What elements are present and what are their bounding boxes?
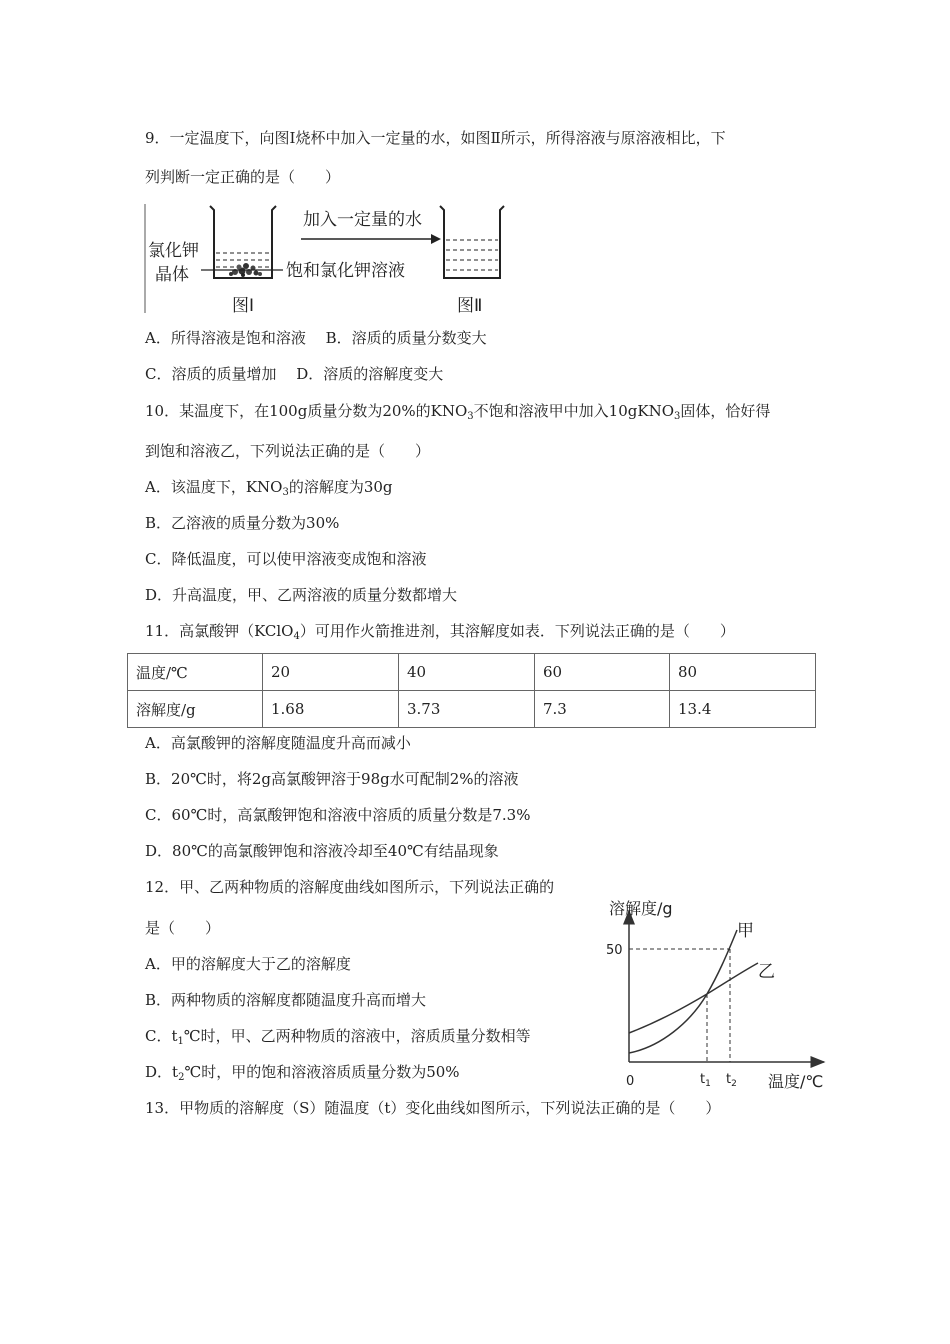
solubility-curve-chart [600,895,830,1095]
y-axis-label: 溶解度/g [609,899,673,918]
q11-stem-b: ）可用作火箭推进剂，其溶解度如表．下列说法正确的是（ ） [299,622,735,640]
solution-label: 饱和氯化钾溶液 [286,261,405,281]
table-cell: 60 [535,654,670,691]
q12-sub-2: 2 [178,1072,185,1083]
q13-stem: 13．甲物质的溶解度（S）随温度（t）变化曲线如图所示，下列说法正确的是（ ） [145,1099,721,1117]
q9-options-line2: C．溶质的质量增加 D．溶质的溶解度变大 [145,365,444,383]
arrow-label: 加入一定量的水 [303,210,422,230]
q10-option-a [145,477,393,503]
q10-stem-b: 不饱和溶液甲中加入10gKNO [473,402,674,420]
q9-stem-line2: 列判断一定正确的是（ ） [145,168,341,186]
q12-option-a: A．甲的溶解度大于乙的溶解度 [145,955,351,973]
beaker-1 [210,206,276,278]
table-cell: 20 [263,654,399,691]
table-cell: 13.4 [670,691,816,728]
q10-stem-c: 固体，恰好得 [680,402,771,420]
q10-option-a-pre: A．该温度下，KNO [145,478,283,496]
series-label-jia: 甲 [737,921,754,941]
table-cell: 溶解度/g [128,691,263,728]
q10-option-d: D．升高温度，甲、乙两溶液的质量分数都增大 [145,586,458,604]
q12-option-c [145,1026,531,1052]
q12-option-d [145,1062,460,1088]
q10-option-a-post: 的溶解度为30g [288,478,393,496]
q9-options-line1: A．所得溶液是饱和溶液 B．溶质的质量分数变大 [145,329,487,347]
series-line-jia [629,930,737,1053]
caption-1: 图Ⅰ [232,296,255,316]
q10-sub-3a: 3 [467,411,474,422]
table-row [128,691,816,728]
table-cell: 40 [399,654,535,691]
q10-option-c: C．降低温度，可以使甲溶液变成饱和溶液 [145,550,427,568]
table-cell: 80 [670,654,816,691]
q10-stem-line1 [145,401,770,427]
x-axis-label: 温度/℃ [768,1072,824,1091]
table-row [128,654,816,691]
q9-beaker-figure [143,198,513,318]
q12-stem-line2: 是（ ） [145,919,221,937]
q11-option-b: B．20℃时，将2g高氯酸钾溶于98g水可配制2%的溶液 [145,770,519,788]
right-arrow-icon [431,234,441,244]
q10-sub-3b: 3 [674,411,681,422]
table-cell: 1.68 [263,691,399,728]
beaker-2 [440,206,504,278]
q10-sub-3c: 3 [282,487,289,498]
q12-stem-line1: 12．甲、乙两种物质的溶解度曲线如图所示，下列说法正确的 [145,878,555,896]
q11-option-c: C．60℃时，高氯酸钾饱和溶液中溶质的质量分数是7.3% [145,806,531,824]
table-cell: 3.73 [399,691,535,728]
series-label-yi: 乙 [758,962,775,982]
q10-stem-a: 10．某温度下，在100g质量分数为20%的KNO [145,402,468,420]
q10-option-b: B．乙溶液的质量分数为30% [145,514,340,532]
q11-sub-4: 4 [293,631,300,642]
q11-stem [145,621,735,647]
q11-option-a: A．高氯酸钾的溶解度随温度升高而减小 [145,734,411,752]
crystal-label-1: 氯化钾 [148,241,199,261]
y-tick-label: 50 [606,943,623,958]
x-tick-t2: $t_2$ [726,1072,737,1089]
table-cell: 7.3 [535,691,670,728]
q12-option-c-post: ℃时，甲、乙两种物质的溶液中，溶质质量分数相等 [183,1027,531,1045]
q9-stem-line1: 9．一定温度下，向图Ⅰ烧杯中加入一定量的水，如图Ⅱ所示，所得溶液与原溶液相比，下 [145,129,726,147]
q12-sub-1: 1 [177,1036,184,1047]
solubility-table [127,653,816,728]
caption-2: 图Ⅱ [457,296,483,316]
q11-option-d: D．80℃的高氯酸钾饱和溶液冷却至40℃有结晶现象 [145,842,499,860]
q12-option-d-post: ℃时，甲的饱和溶液溶质质量分数为50% [184,1063,460,1081]
q12-option-b: B．两种物质的溶解度都随温度升高而增大 [145,991,427,1009]
series-line-yi [629,963,758,1033]
q12-option-c-pre: C．t [145,1027,178,1045]
crystal-label-2: 晶体 [155,265,189,285]
origin-label: 0 [626,1074,635,1089]
table-cell: 温度/℃ [128,654,263,691]
x-tick-t1: $t_1$ [700,1072,711,1089]
q10-stem-line2: 到饱和溶液乙，下列说法正确的是（ ） [145,442,431,460]
q12-option-d-pre: D．t [145,1063,179,1081]
q11-stem-a: 11．高氯酸钾（KClO [145,622,294,640]
